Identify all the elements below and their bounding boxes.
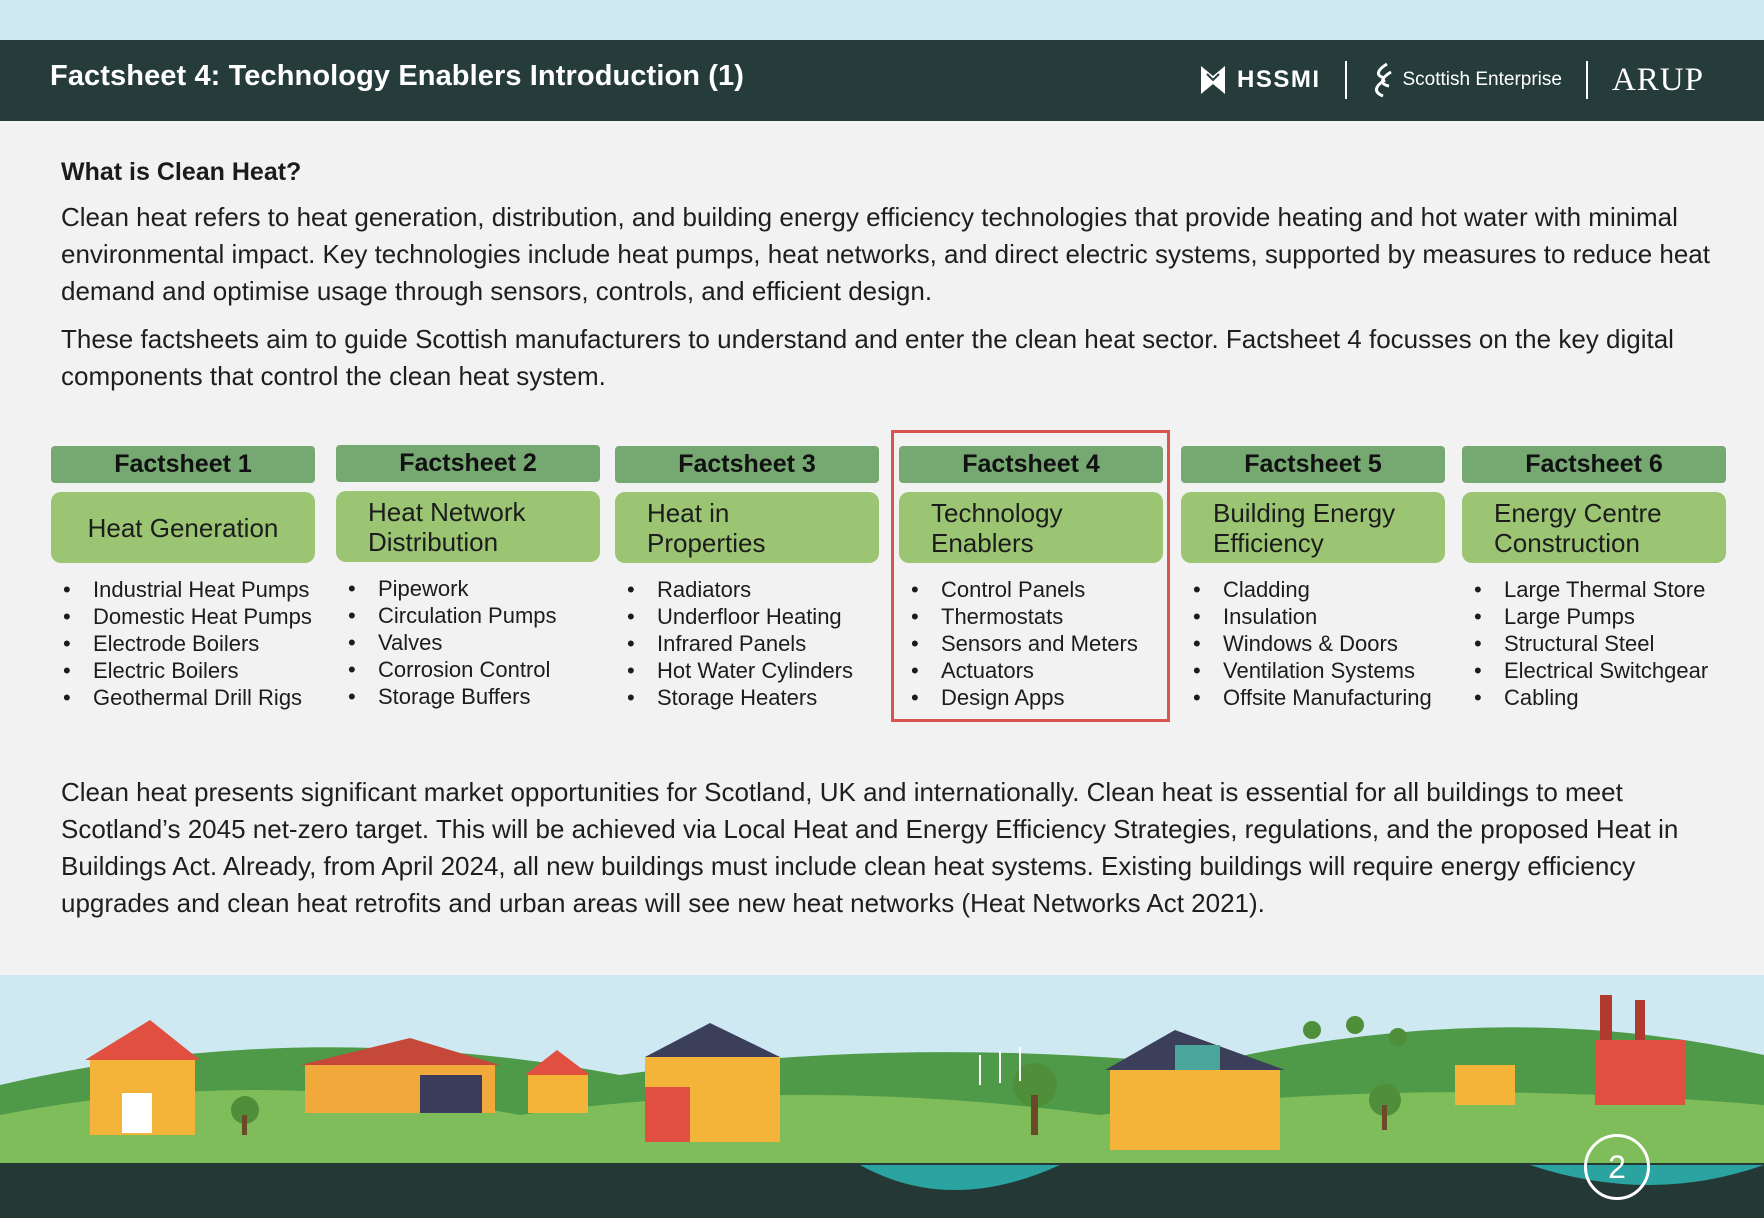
- scottish-enterprise-logo: [1371, 62, 1562, 98]
- list-item: • Circulation Pumps: [336, 602, 600, 629]
- list-item: • Large Pumps: [1462, 603, 1726, 630]
- header-bar: [0, 40, 1764, 121]
- factsheet-item-list: [1181, 576, 1445, 711]
- list-item: • Hot Water Cylinders: [615, 657, 879, 684]
- list-item: • Design Apps: [899, 684, 1163, 711]
- factsheet-topic: [1462, 492, 1726, 563]
- list-item: • Infrared Panels: [615, 630, 879, 657]
- logo-divider: [1586, 61, 1588, 99]
- factsheet-label: Factsheet 5: [1181, 446, 1445, 483]
- factsheet-label: Factsheet 1: [51, 446, 315, 483]
- factsheet-label: Factsheet 4: [899, 446, 1163, 483]
- partner-logos: [1199, 58, 1704, 102]
- factsheet-item-list: [615, 576, 879, 711]
- list-item: • Radiators: [615, 576, 879, 603]
- factsheet-topic: [51, 492, 315, 563]
- list-item: • Thermostats: [899, 603, 1163, 630]
- list-item: • Ventilation Systems: [1181, 657, 1445, 684]
- factsheet-column-6: [1462, 446, 1726, 711]
- factsheet-label: Factsheet 3: [615, 446, 879, 483]
- list-item: • Control Panels: [899, 576, 1163, 603]
- factsheet-topic: [1181, 492, 1445, 563]
- factsheet-item-list: [51, 576, 315, 711]
- factsheet-column-3: [615, 446, 879, 711]
- intro-paragraph-2: These factsheets aim to guide Scottish manufacturers to understand and enter the clean heat sector. Factsheet 4 focusses on the key digital components that control the clean heat system.: [61, 324, 1674, 391]
- list-item: • Domestic Heat Pumps: [51, 603, 315, 630]
- factsheet-label: Factsheet 6: [1462, 446, 1726, 483]
- list-item: • Actuators: [899, 657, 1163, 684]
- factsheet-topic-text: Energy Centre Construction: [1494, 497, 1662, 558]
- hssmi-logo: [1199, 64, 1321, 96]
- current-factsheet-highlight: [891, 430, 1170, 722]
- list-item: • Storage Buffers: [336, 683, 600, 710]
- list-item: • Industrial Heat Pumps: [51, 576, 315, 603]
- scottish-enterprise-mark-icon: [1371, 62, 1397, 98]
- list-item: • Sensors and Meters: [899, 630, 1163, 657]
- list-item: • Electrode Boilers: [51, 630, 315, 657]
- factsheet-topic-text: Heat Generation: [87, 512, 279, 543]
- factsheet-item-list: [1462, 576, 1726, 711]
- hssmi-logo-text: HSSMI: [1236, 66, 1321, 93]
- factsheet-topic: [615, 492, 879, 563]
- list-item: • Storage Heaters: [615, 684, 879, 711]
- list-item: • Pipework: [336, 575, 600, 602]
- outro-paragraph: Clean heat presents significant market opportunities for Scotland, UK and internationally. Clean heat is essential for all buildings to meet Scotland’s 2045 net-zero target. This will be achieved via Local Heat and Energy Efficiency Strategies, regulations, and the proposed Heat in Buildings Act. Already, from April 2024, all new buildings must include clean heat systems. Existing buildings will require energy efficiency upgrades and clean heat retrofits and urban areas will see new heat networks (Heat Networks Act 2021).: [61, 777, 1679, 918]
- factsheet-column-5: [1181, 446, 1445, 711]
- intro-paragraph-1: Clean heat refers to heat generation, distribution, and building energy efficiency technologies that provide heating and hot water with minimal environmental impact. Key technologies include heat pumps, heat networks, and direct electric systems, supported by measures to reduce heat demand and optimise usage through sensors, controls, and efficient design.: [61, 202, 1710, 306]
- list-item: • Electric Boilers: [51, 657, 315, 684]
- list-item: • Underfloor Heating: [615, 603, 879, 630]
- list-item: • Geothermal Drill Rigs: [51, 684, 315, 711]
- factsheet-label: Factsheet 2: [336, 445, 600, 482]
- list-item: • Cladding: [1181, 576, 1445, 603]
- list-item: • Corrosion Control: [336, 656, 600, 683]
- page-number: 2: [1584, 1134, 1650, 1200]
- list-item: • Structural Steel: [1462, 630, 1726, 657]
- factsheet-topic-text: Heat Network Distribution: [368, 496, 526, 557]
- hssmi-mark-icon: [1199, 64, 1229, 96]
- factsheet-column-1: [51, 446, 315, 711]
- list-item: • Windows & Doors: [1181, 630, 1445, 657]
- list-item: • Cabling: [1462, 684, 1726, 711]
- factsheet-item-list: [336, 575, 600, 710]
- arup-logo: ARUP: [1611, 61, 1704, 98]
- logo-divider: [1345, 61, 1347, 99]
- list-item: • Valves: [336, 629, 600, 656]
- factsheet-topic: [336, 491, 600, 562]
- list-item: • Insulation: [1181, 603, 1445, 630]
- factsheet-topic-text: Building Energy Efficiency: [1213, 497, 1396, 558]
- clean-heat-illustration: [0, 975, 1764, 1218]
- section-heading: What is Clean Heat?: [61, 158, 302, 186]
- list-item: • Large Thermal Store: [1462, 576, 1726, 603]
- top-strip: [0, 0, 1764, 40]
- list-item: • Offsite Manufacturing: [1181, 684, 1445, 711]
- factsheet-column-2: [336, 446, 600, 710]
- factsheet-topic-text: Technology Enablers: [931, 497, 1063, 558]
- list-item: • Electrical Switchgear: [1462, 657, 1726, 684]
- factsheet-topic-text: Heat in Properties: [647, 497, 766, 558]
- scottish-enterprise-logo-text: Scottish Enterprise: [1402, 69, 1562, 90]
- page-title: Factsheet 4: Technology Enablers Introduction (1): [50, 60, 745, 92]
